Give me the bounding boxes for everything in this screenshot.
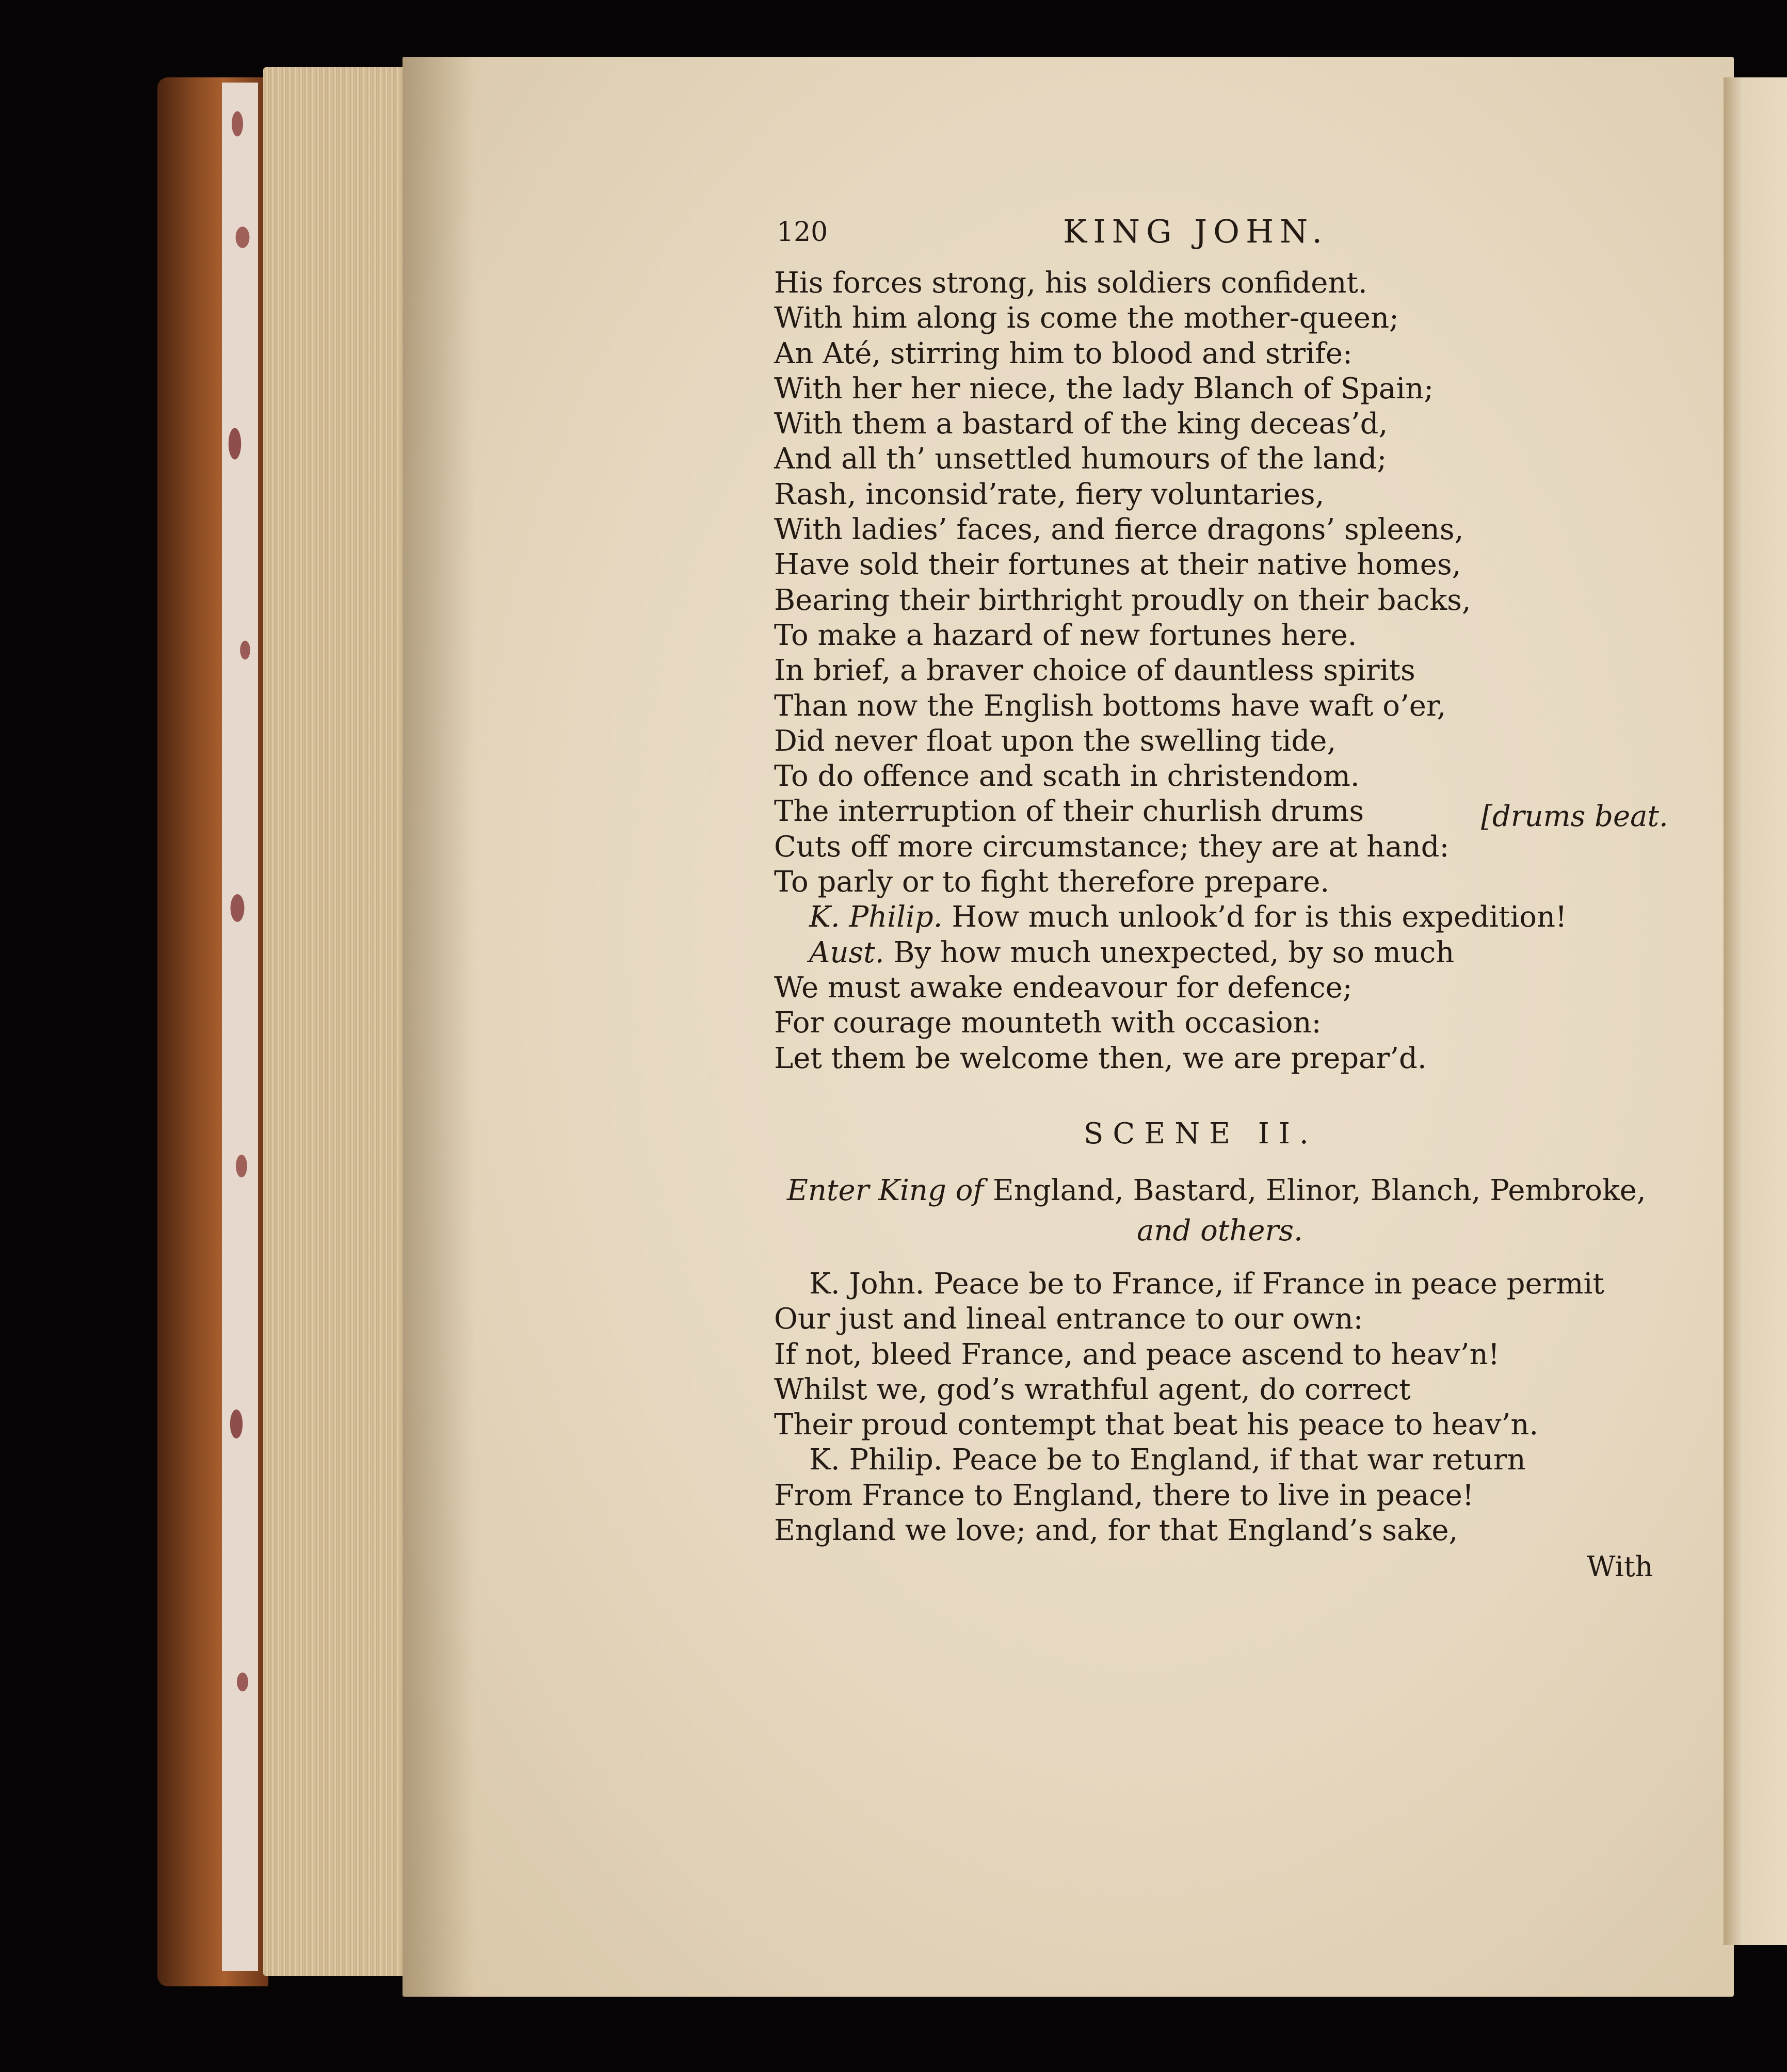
verse-line: For courage mounteth with occasion: [774,1006,1322,1040]
speaker-john: K. John. [809,1267,925,1301]
speech-text: How much unlook’d for is this expedition! [952,900,1567,934]
verse-line: Did never float upon the swelling tide, [774,724,1337,758]
verse-line: Bearing their birthright proudly on their backs, [774,583,1471,617]
verse-block-1 [774,266,1567,1076]
verse-block-2 [774,1267,1604,1548]
verse-line: Our just and lineal entrance to our own: [774,1302,1363,1336]
speaker-philip: K. Philip. [809,900,943,934]
scene-heading: SCENE II. [1084,1117,1318,1151]
verse-line: With her her niece, the lady Blanch of Spain; [774,371,1434,406]
verse-line: And all th’ unsettled humours of the land; [774,442,1387,476]
running-title: KING JOHN. [1063,213,1329,250]
verse-line: The interruption of their churlish drums [774,795,1364,829]
verse-line: Have sold their fortunes at their native homes, [774,548,1461,582]
verse-line: Their proud contempt that beat his peace to heav’n. [774,1408,1539,1442]
verse-line: Than now the English bottoms have waft o’er, [774,689,1446,723]
speech-text: Peace be to France, if France in peace permit [933,1267,1604,1301]
speech-aust [774,935,1567,970]
verse-line: England we love; and, for that England’s sake, [774,1514,1458,1548]
verse-line: With him along is come the mother-queen; [774,301,1399,335]
verse-line: We must awake endeavour for defence; [774,970,1353,1005]
verse-line: To make a hazard of new fortunes here. [774,618,1357,652]
speech-philip-2 [774,1443,1604,1478]
stage-direction-others: and others. [1137,1214,1303,1248]
speaker-philip: K. Philip. [809,1443,943,1477]
verse-line: With ladies’ faces, and fierce dragons’ spleens, [774,513,1464,547]
facing-page-edge [1724,77,1787,1945]
speech-john [774,1267,1604,1302]
speech-text: Peace be to England, if that war return [952,1443,1526,1477]
speaker-aust: Aust. [809,935,884,969]
verse-line: His forces strong, his soldiers confident. [774,266,1367,300]
verse-line: An Até, stirring him to blood and strife: [774,336,1353,370]
verse-line: Cuts off more circumstance; they are at hand: [774,830,1450,864]
enter-names: England, Bastard, Elinor, Blanch, Pembroke, [992,1174,1646,1207]
stage-direction-enter [787,1174,1646,1207]
speech-philip [774,900,1567,935]
verse-line: Let them be welcome then, we are prepar’d. [774,1041,1427,1075]
verse-line: To parly or to fight therefore prepare. [774,865,1330,899]
verse-line: With them a bastard of the king deceas’d, [774,407,1388,441]
enter-text: Enter King of [787,1174,984,1207]
speech-text: By how much unexpected, by so much [893,935,1455,969]
verse-line: To do offence and scath in christendom. [774,759,1360,794]
marbled-endpaper [222,83,258,1971]
page-number: 120 [777,217,828,248]
catchword: With [1587,1550,1653,1583]
verse-line: In brief, a braver choice of dauntless spirits [774,654,1415,688]
verse-line: If not, bleed France, and peace ascend to heav’n! [774,1337,1500,1371]
verse-line: Rash, inconsid’rate, fiery voluntaries, [774,477,1325,511]
verse-line: From France to England, there to live in peace! [774,1478,1474,1512]
stage-direction-drums: [drums beat. [1481,800,1668,833]
verse-line: Whilst we, god’s wrathful agent, do correct [774,1372,1411,1406]
gutter-shadow [403,57,475,1997]
page-edges [263,67,413,1976]
